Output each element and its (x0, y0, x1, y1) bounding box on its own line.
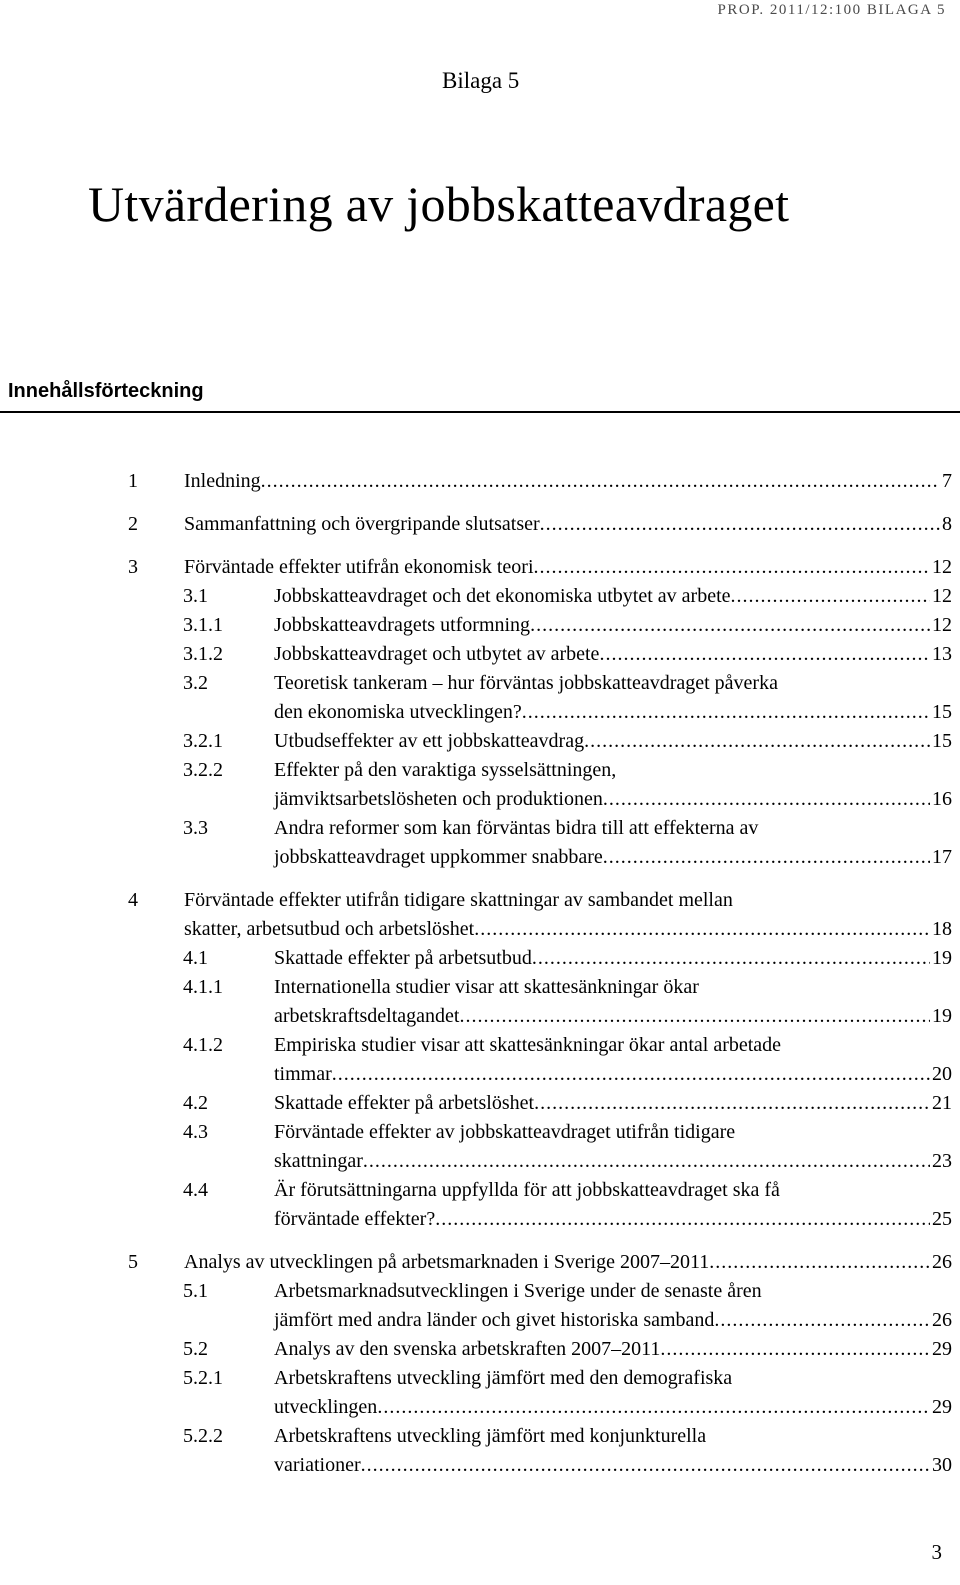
toc-entry-number: 4.4 (183, 1179, 208, 1201)
toc-entry-title-line: Internationella studier visar att skattesänkningar ökar (274, 976, 699, 998)
toc-entry-number: 3.2.2 (183, 759, 223, 781)
toc-entry-page: 15 (932, 730, 952, 752)
toc-entry-title-line: Sammanfattning och övergripande slutsatser (184, 513, 540, 535)
toc-entry-last-line (274, 727, 952, 756)
toc-entry[interactable] (0, 1248, 960, 1277)
toc-entry-last-line (274, 785, 952, 814)
toc-entry[interactable] (0, 582, 960, 611)
toc-dot-leader (584, 727, 930, 756)
toc-entry-last-line (274, 1089, 952, 1118)
toc-dot-leader (709, 1248, 930, 1277)
toc-entry-body (184, 1248, 952, 1277)
toc-entry-number: 4.3 (183, 1121, 208, 1143)
toc-entry-number: 5.2.2 (183, 1425, 223, 1447)
toc-entry-number: 3.3 (183, 817, 208, 839)
toc-dot-leader (603, 785, 930, 814)
toc-entry-number: 4.1.2 (183, 1034, 223, 1056)
toc-entry-page: 23 (932, 1150, 952, 1172)
toc-entry[interactable] (0, 640, 960, 669)
toc-entry-body (274, 1335, 952, 1364)
toc-entry-body (274, 1118, 952, 1176)
toc-entry-number: 3.1 (183, 585, 208, 607)
toc-chapter-group (0, 886, 960, 1234)
toc-entry-number: 3 (128, 556, 138, 578)
toc-entry-title-line: Utbudseffekter av ett jobbskatteavdrag (274, 730, 585, 752)
toc-entry-page: 21 (932, 1092, 952, 1114)
toc-entry[interactable] (0, 467, 960, 496)
toc-entry-title-line: Förväntade effekter av jobbskatteavdraget utifrån tidigare (274, 1121, 736, 1143)
toc-entry-body (274, 1176, 952, 1234)
toc-dot-leader (522, 698, 930, 727)
toc-dot-leader (332, 1060, 930, 1089)
toc-dot-leader (660, 1335, 930, 1364)
running-header: PROP. 2011/12:100 BILAGA 5 (717, 2, 946, 18)
toc-dot-leader (540, 510, 940, 539)
toc-entry-title-line: Analys av utvecklingen på arbetsmarknaden i Sverige 2007–2011 (184, 1251, 710, 1273)
toc-heading: Innehållsförteckning (8, 380, 204, 402)
toc-entry-body (274, 611, 952, 640)
page-number: 3 (931, 1540, 942, 1564)
toc-dot-leader (731, 582, 930, 611)
toc-entry-number: 5.2.1 (183, 1367, 223, 1389)
toc-entry-page: 29 (932, 1338, 952, 1360)
appendix-label: Bilaga 5 (442, 68, 520, 93)
toc-entry-title-line: Skattade effekter på arbetsutbud (274, 947, 532, 969)
toc-dot-leader (261, 467, 940, 496)
toc-entry-number: 4 (128, 889, 138, 911)
toc-entry-page: 19 (932, 947, 952, 969)
toc-entry-page: 12 (932, 614, 952, 636)
toc-entry-title-line: Empiriska studier visar att skattesänkningar ökar antal arbetade (274, 1034, 782, 1056)
toc-entry-last-line (274, 1451, 952, 1480)
toc-entry-number: 3.1.2 (183, 643, 223, 665)
toc-entry-last-line (184, 510, 952, 539)
toc-dot-leader (599, 640, 930, 669)
toc-dot-leader (435, 1205, 930, 1234)
toc-entry-number: 3.2.1 (183, 730, 223, 752)
toc-entry-title-line: jämfört med andra länder och givet historiska samband (274, 1309, 715, 1331)
toc-entry-body (184, 886, 952, 944)
toc-entry-body (184, 553, 952, 582)
toc-entry-body (274, 1089, 952, 1118)
toc-dot-leader (474, 915, 930, 944)
toc-entry-page: 15 (932, 701, 952, 723)
toc-entry-last-line (274, 1335, 952, 1364)
toc-entry-last-line (274, 1393, 952, 1422)
toc-dot-leader (534, 553, 930, 582)
toc-entry-number: 3.1.1 (183, 614, 223, 636)
toc-entry-page: 12 (932, 585, 952, 607)
toc-entry[interactable] (0, 553, 960, 582)
toc-entry-number: 4.1.1 (183, 976, 223, 998)
toc-entry[interactable] (0, 1089, 960, 1118)
toc-chapter-group (0, 553, 960, 872)
toc-entry-page: 18 (932, 918, 952, 940)
toc-entry[interactable] (0, 1176, 960, 1234)
toc-entry-body (274, 973, 952, 1031)
toc-divider (0, 411, 960, 413)
toc-entry-last-line (184, 467, 952, 496)
toc-entry-last-line (184, 915, 952, 944)
toc-dot-leader (603, 843, 930, 872)
toc-entry-body (274, 1422, 952, 1480)
toc-entry-title-line: arbetskraftsdeltagandet (274, 1005, 460, 1027)
toc-entry[interactable] (0, 1422, 960, 1480)
toc-entry[interactable] (0, 814, 960, 872)
toc-entry-number: 2 (128, 513, 138, 535)
toc-entry-number: 4.2 (183, 1092, 208, 1114)
toc-dot-leader (459, 1002, 930, 1031)
toc-entry-page: 19 (932, 1005, 952, 1027)
toc-entry-page: 8 (942, 513, 952, 535)
toc-entry-title-line: Andra reformer som kan förväntas bidra till att effekterna av (274, 817, 759, 839)
toc-entry-page: 7 (942, 470, 952, 492)
toc-entry-last-line (274, 1002, 952, 1031)
toc-entry-title-line: Förväntade effekter utifrån tidigare skattningar av sambandet mellan (184, 889, 733, 911)
toc-entry[interactable] (0, 611, 960, 640)
toc-entry-number: 5.2 (183, 1338, 208, 1360)
toc-chapter-group (0, 1248, 960, 1480)
toc-entry-page: 13 (932, 643, 952, 665)
toc-entry-number: 5.1 (183, 1280, 208, 1302)
toc-entry-last-line (274, 1306, 952, 1335)
toc-entry-page: 25 (932, 1208, 952, 1230)
toc-entry-title-line: Är förutsättningarna uppfyllda för att jobbskatteavdraget ska få (274, 1179, 780, 1201)
toc-dot-leader (377, 1393, 930, 1422)
toc-entry-number: 1 (128, 470, 138, 492)
toc-entry[interactable] (0, 973, 960, 1031)
table-of-contents (0, 467, 960, 1494)
toc-entry[interactable] (0, 1364, 960, 1422)
toc-entry-last-line (184, 1248, 952, 1277)
toc-entry-title-line: skattningar (274, 1150, 363, 1172)
toc-dot-leader (361, 1451, 930, 1480)
toc-entry-page: 17 (932, 846, 952, 868)
toc-entry[interactable] (0, 756, 960, 814)
toc-entry[interactable] (0, 944, 960, 973)
toc-entry-number: 3.2 (183, 672, 208, 694)
toc-entry-title-line: Förväntade effekter utifrån ekonomisk teori (184, 556, 534, 578)
toc-entry-title-line: Teoretisk tankeram – hur förväntas jobbskatteavdraget påverka (274, 672, 778, 694)
toc-entry-last-line (184, 553, 952, 582)
toc-entry-body (274, 1277, 952, 1335)
toc-entry-title-line: utvecklingen (274, 1396, 378, 1418)
toc-entry-last-line (274, 640, 952, 669)
toc-entry-last-line (274, 1205, 952, 1234)
toc-entry[interactable] (0, 1277, 960, 1335)
toc-entry-body (274, 1364, 952, 1422)
toc-entry-body (274, 1031, 952, 1089)
toc-entry-last-line (274, 1147, 952, 1176)
toc-entry-last-line (274, 582, 952, 611)
toc-entry-body (274, 814, 952, 872)
toc-entry-page: 29 (932, 1396, 952, 1418)
toc-dot-leader (530, 611, 930, 640)
toc-entry-title-line: variationer (274, 1454, 361, 1476)
toc-entry-body (274, 582, 952, 611)
toc-entry-title-line: Jobbskatteavdraget och utbytet av arbete (274, 643, 600, 665)
toc-dot-leader (532, 944, 930, 973)
toc-dot-leader (714, 1306, 930, 1335)
toc-entry-title-line: Arbetskraftens utveckling jämfört med konjunkturella (274, 1425, 707, 1447)
toc-entry-title-line: Effekter på den varaktiga sysselsättningen, (274, 759, 617, 781)
toc-entry-page: 30 (932, 1454, 952, 1476)
toc-dot-leader (363, 1147, 930, 1176)
toc-entry-number: 5 (128, 1251, 138, 1273)
toc-entry-title-line: Arbetskraftens utveckling jämfört med den demografiska (274, 1367, 733, 1389)
toc-entry-title-line: Inledning (184, 470, 261, 492)
toc-entry-last-line (274, 611, 952, 640)
toc-entry-body (274, 944, 952, 973)
toc-entry[interactable] (0, 510, 960, 539)
toc-entry-title-line: Skattade effekter på arbetslöshet (274, 1092, 535, 1114)
toc-entry-title-line: Analys av den svenska arbetskraften 2007–2011 (274, 1338, 661, 1360)
document-title: Utvärdering av jobbskatteavdraget (88, 176, 790, 232)
toc-entry-body (184, 467, 952, 496)
toc-entry[interactable] (0, 669, 960, 727)
toc-entry-title-line: jobbskatteavdraget uppkommer snabbare (274, 846, 603, 868)
toc-entry-last-line (274, 1060, 952, 1089)
toc-entry-body (274, 669, 952, 727)
toc-entry-title-line: förväntade effekter? (274, 1208, 436, 1230)
toc-entry-title-line: timmar (274, 1063, 332, 1085)
toc-entry-last-line (274, 843, 952, 872)
toc-entry-last-line (274, 944, 952, 973)
toc-entry-body (274, 640, 952, 669)
toc-entry-title-line: Jobbskatteavdragets utformning (274, 614, 531, 636)
toc-entry-body (184, 510, 952, 539)
toc-chapter-group (0, 510, 960, 539)
toc-dot-leader (534, 1089, 930, 1118)
toc-entry[interactable] (0, 1031, 960, 1089)
toc-entry[interactable] (0, 727, 960, 756)
toc-entry-title-line: skatter, arbetsutbud och arbetslöshet (184, 918, 475, 940)
toc-entry[interactable] (0, 1118, 960, 1176)
toc-entry-title-line: jämviktsarbetslösheten och produktionen (274, 788, 603, 810)
toc-entry-body (274, 727, 952, 756)
toc-entry-last-line (274, 698, 952, 727)
toc-entry-title-line: Jobbskatteavdraget och det ekonomiska utbytet av arbete (274, 585, 731, 607)
toc-entry[interactable] (0, 1335, 960, 1364)
toc-entry-page: 26 (932, 1309, 952, 1331)
toc-entry-body (274, 756, 952, 814)
toc-entry-page: 20 (932, 1063, 952, 1085)
toc-entry[interactable] (0, 886, 960, 944)
toc-entry-page: 12 (932, 556, 952, 578)
toc-entry-page: 16 (932, 788, 952, 810)
toc-chapter-group (0, 467, 960, 496)
toc-entry-title-line: Arbetsmarknadsutvecklingen i Sverige under de senaste åren (274, 1280, 762, 1302)
toc-entry-number: 4.1 (183, 947, 208, 969)
toc-entry-title-line: den ekonomiska utvecklingen? (274, 701, 522, 723)
toc-entry-page: 26 (932, 1251, 952, 1273)
